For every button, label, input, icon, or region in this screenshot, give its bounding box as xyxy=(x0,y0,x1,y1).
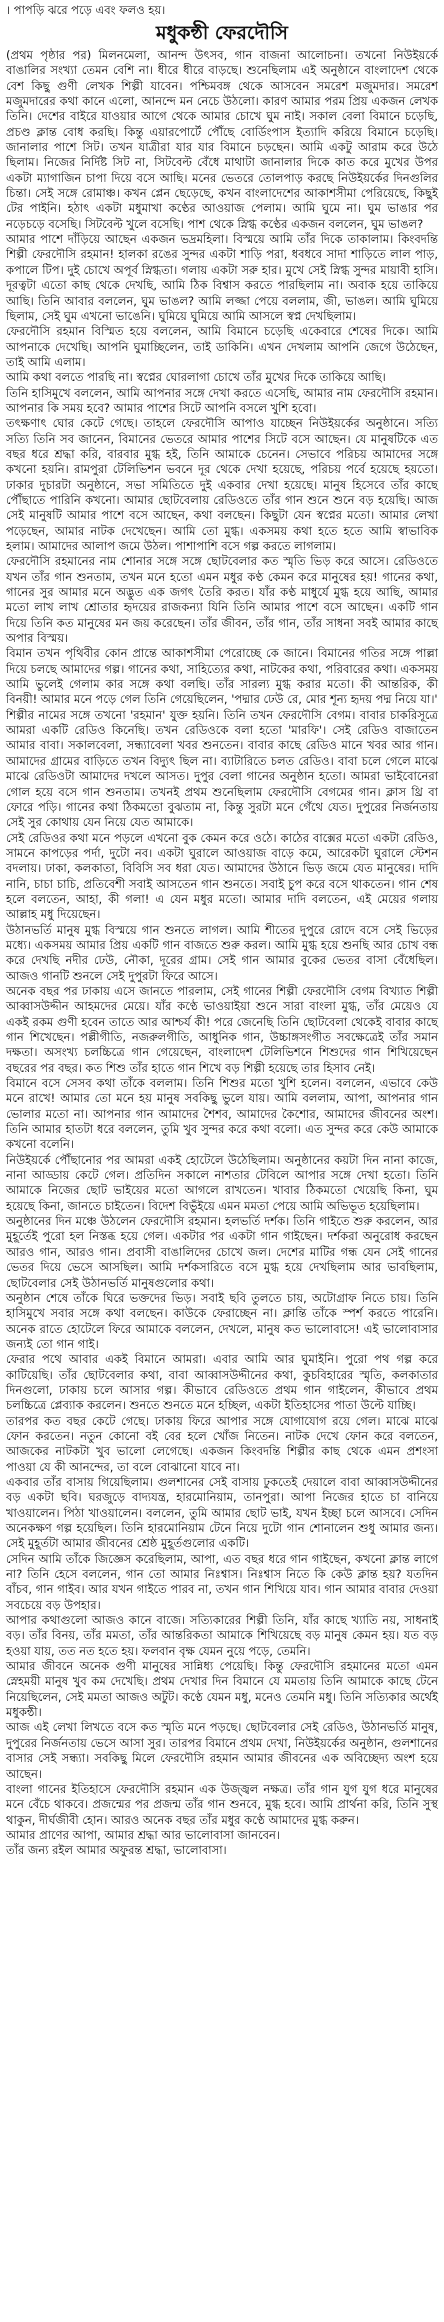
article-paragraph: আজ এই লেখা লিখতে বসে কত স্মৃতি মনে পড়ছে। ছোটবেলার সেই রেডিও, উঠানভর্তি মানুষ, দুপুরের নির্জনতায় ভেসে আসা সুর। তারপর বিমানে প্রথম দেখা, নিউইয়র্কের অনুষ্ঠান, গুলশানের বাসার সেই সন্ধ্যা। সবকিছু মিলে ফেরদৌসি রহমান আমার জীবনের এক অবিচ্ছেদ্য অংশ হয়ে আছেন। xyxy=(6,1720,438,1781)
article-paragraph: তারপর কত বছর কেটে গেছে। ঢাকায় ফিরে আপার সঙ্গে যোগাযোগ রয়ে গেল। মাঝে মাঝে ফোন করতেন। নতুন কোনো বই বের হলে খোঁজ নিতেন। নাটক দেখে ফোন করে বলতেন, আজকের নাটকটা খুব ভালো লেগেছে। একজন কিংবদন্তি শিল্পীর কাছ থেকে এমন প্রশংসা পাওয়া যে কী আনন্দের, তা বলে বোঝানো যাবে না। xyxy=(6,1413,438,1474)
article-paragraph: ফেরদৌসি রহমানের নাম শোনার সঙ্গে সঙ্গে ছোটবেলার কত স্মৃতি ভিড় করে আসে। রেডিওতে যখন তাঁর গান শুনতাম, তখন মনে হতো এমন মধুর কণ্ঠ কেমন করে মানুষের হয়! গানের কথা, গানের সুর আমার মনে অদ্ভুত এক জগৎ তৈরি করত। যাঁর কণ্ঠ মাধুর্যে মুগ্ধ হয়ে আছি, আমার মতো লাখ লাখ শ্রোতার হৃদয়ের রাজকন্যা যিনি তিনি আমার পাশে বসে আছেন। একটি গান দিয়ে তিনি কত মানুষের মন জয় করেছেন। তাঁর জীবন, তাঁর গান, তাঁর সাধনা সবই আমার কাছে অপার বিস্ময়। xyxy=(6,554,438,646)
article-paragraph: আপার কথাগুলো আজও কানে বাজে। সত্যিকারের শিল্পী তিনি, যাঁর কাছে খ্যাতি নয়, সাধনাই বড়। তাঁর বিনয়, তাঁর মমতা, তাঁর আন্তরিকতা আমাকে শিখিয়েছে বড় মানুষ কেমন হয়। যত বড় হওয়া যায়, তত নত হতে হয়। ফলবান বৃক্ষ যেমন নুয়ে পড়ে, তেমনি। xyxy=(6,1613,438,1658)
continued-text-line: । পাপড়ি ঝরে পড়ে এবং ফলও হয়। xyxy=(6,3,166,17)
article-paragraph: বিমানে বসে সেসব কথা তাঁকে বললাম। তিনি শিশুর মতো খুশি হলেন। বললেন, এভাবে কেউ মনে রাখে! আমার তো মনে হয় মানুষ সবকিছু ভুলে যায়। আমি বললাম, আপা, আপনার গান ভোলার মতো না। আপনার গান আমাদের শৈশব, আমাদের কৈশোর, আমাদের জীবনের অংশ। তিনি আমার হাতটা ধরে বললেন, তুমি খুব সুন্দর করে কথা বলো। এত সুন্দর করে কেউ আমাকে কখনো বলেনি। xyxy=(6,1076,438,1152)
article-paragraph: আমার প্রাণের আপা, আমার শ্রদ্ধা আর ভালোবাসা জানবেন। xyxy=(6,1827,280,1842)
article-paragraph: ফেরদৌসি রহমান বিস্মিত হয়ে বললেন, আমি বিমানে চড়েছি একেবারে শেষের দিকে। আমি আপনাকে দেখেছি। আপনি ঘুমাচ্ছিলেন, তাই ডাকিনি। এখন দেখলাম আপনি জেগে উঠেছেন, তাই আমি এলাম। xyxy=(6,324,438,369)
article-paragraph: বিমান তখন পৃথিবীর কোন প্রান্তে আকাশসীমা পেরোচ্ছে কে জানে। বিমানের গতির সঙ্গে পাল্লা দিয়ে চলছে আমাদের গল্প। গানের কথা, সাহিত্যের কথা, নাটকের কথা, পরিবারের কথা। একসময় আমি ভুলেই গেলাম কার সঙ্গে কথা বলছি। তাঁর সারল্য মুগ্ধ করার মতো। কী আন্তরিক, কী বিনয়ী! আমার মনে পড়ে গেল তিনি গেয়েছিলেন, 'পদ্মার ঢেউ রে, মোর শূন্য হৃদয় পদ্ম নিয়ে যা।' xyxy=(6,646,438,707)
article-paragraph: একবার তাঁর বাসায় গিয়েছিলাম। গুলশানের সেই বাসায় ঢুকতেই দেয়ালে বাবা আব্বাসউদ্দীনের বড় একটা ছবি। ঘরজুড়ে বাদ্যযন্ত্র, হারমোনিয়াম, তানপুরা। আপা নিজের হাতে চা বানিয়ে খাওয়ালেন। পিঠা খাওয়ালেন। বললেন, তুমি আমার ছোট ভাই, যখন ইচ্ছা চলে আসবে। সেদিন অনেকক্ষণ গল্প হয়েছিল। তিনি হারমোনিয়াম টেনে নিয়ে দুটো গান শোনালেন শুধু আমার জন্য। সেই মুহূর্তটা আমার জীবনের শ্রেষ্ঠ মুহূর্তগুলোর একটি। xyxy=(6,1474,438,1551)
article-paragraph: অনেক বছর পর ঢাকায় এসে জানতে পারলাম, সেই গানের শিল্পী ফেরদৌসি বেগম বিখ্যাত শিল্পী আব্বাসউদ্দীন আহমদের মেয়ে। যাঁর কণ্ঠে ভাওয়াইয়া শুনে সারা বাংলা মুগ্ধ, তাঁর মেয়েও যে একই রকম গুণী হবেন তাতে আর আশ্চর্য কী! পরে জেনেছি তিনি ছোটবেলা থেকেই বাবার কাছে গান শিখেছেন। পল্লীগীতি, নজরুলগীতি, আধুনিক গান, উচ্চাঙ্গসংগীত সবক্ষেত্রেই তাঁর সমান দক্ষতা। অসংখ্য চলচ্চিত্রে গান গেয়েছেন, বাংলাদেশ টেলিভিশনে শিশুদের গান শিখিয়েছেন বছরের পর বছর। কত শিশু তাঁর হাতে গান শিখে বড় শিল্পী হয়েছে তার হিসাব নেই। xyxy=(6,983,438,1075)
article-paragraph: তিনি হাসিমুখে বললেন, আমি আপনার সঙ্গে দেখা করতে এসেছি, আমার নাম ফেরদৌসি রহমান। আপনার কি সময় হবে? আমার পাশের সিটে আপনি বসলে খুশি হবো। xyxy=(6,385,438,415)
article-paragraph: শিল্পীর নামের সঙ্গে তখনো 'রহমান' যুক্ত হয়নি। তিনি তখন ফেরদৌসি বেগম। বাবার চাকরিসূত্রে আমরা একটি রেডিও কিনেছি। তখন রেডিওকে বলা হতো 'মারফি'। সেই রেডিও বাজাতেন আমার বাবা। সকালবেলা, সন্ধ্যাবেলা খবর শুনতেন। বাবার কাছে রেডিও মানে খবর আর গান। আমাদের গ্রামের বাড়িতে তখন বিদ্যুৎ ছিল না। ব্যাটারিতে চলত রেডিও। বাবা চলে গেলে মাঝে মাঝে রেডিওটা আমাদের দখলে আসত। দুপুর বেলা গানের অনুষ্ঠান হতো। আমরা ভাইবোনেরা গোল হয়ে বসে গান শুনতাম। তখনই প্রথম শুনেছিলাম ফেরদৌসি বেগমের গান। ক্লাস থ্রি বা ফোরে পড়ি। গানের কথা ঠিকমতো বুঝতাম না, কিন্তু সুরটা মনে গেঁথে যেত। দুপুরের নির্জনতায় সেই সুর কোথায় যেন নিয়ে যেত আমাকে। xyxy=(6,707,438,830)
article-paragraph: (প্রথম পৃষ্ঠার পর) মিলনমেলা, আনন্দ উৎসব, গান বাজনা আলোচনা। তখনো নিউইয়র্কে বাঙালির সংখ্যা তেমন বেশি না। ধীরে ধীরে বাড়ছে। শুনেছিলাম এই অনুষ্ঠানে বাংলাদেশ থেকে বেশ কিছু গুণী লেখক শিল্পী যাবেন। পশ্চিমবঙ্গ থেকে আসবেন সমরেশ মজুমদার। সমরেশ মজুমদারের কথা কানে এলো, আনন্দে মন নেচে উঠলো। কারণ আমার পরম প্রিয় একজন লেখক তিনি। দেশের বাইরে যাওয়ার আগে থেকে আমার চোখে ঘুম নাই। সকাল বেলা বিমানে চড়েছি, প্রচণ্ড ক্লান্ত বোধ করছি। কিন্তু এয়ারপোর্টে পৌঁছে বোর্ডিংপাস ইত্যাদি করিয়ে বিমানে চড়েছি। জানালার পাশে সিট। তখন যাত্রীরা যার যার বিমানে চড়ছেন। আমি একটু আরাম করে উঠে ছিলাম। নিজের নির্দিষ্ট সিট না, সিটবেল্ট বেঁধে মাথাটা জানালার দিকে কাত করে মুখের উপর একটা ম্যাগাজিন চাপা দিয়ে বসে আছি। মনের ভেতরে তোলপাড় করছে নিউইয়র্কের দিনগুলির চিন্তা। সেই সঙ্গে রোমাঞ্চ। কখন প্লেন ছেড়েছে, কখন বাংলাদেশের আকাশসীমা পেরিয়েছে, কিছুই টের পাইনি। হঠাৎ একটা মধুমাখা কণ্ঠের আওয়াজ পেলাম। আমি ঘুমে না। ঘুম ভাঙার পর নড়েচড়ে বসেছি। সিটবেল্ট খুলে বসেছি। পাশ থেকে স্নিগ্ধ কণ্ঠের একজন বললেন, ঘুম ভাঙল? xyxy=(6,48,438,231)
article-paragraph: আমি কথা বলতে পারছি না। স্বপ্নের ঘোরলাগা চোখে তাঁর মুখের দিকে তাকিয়ে আছি। xyxy=(6,370,386,385)
article-body xyxy=(0,48,444,1859)
article-paragraph: আমার জীবনে অনেক গুণী মানুষের সান্নিধ্য পেয়েছি। কিন্তু ফেরদৌসি রহমানের মতো এমন স্নেহময়ী মানুষ খুব কম দেখেছি। প্রথম দেখার দিন বিমানে যে মমতায় তিনি আমাকে কাছে টেনে নিয়েছিলেন, সেই মমতা আজও অটুট। কণ্ঠে যেমন মধু, মনেও তেমনি মধু। তিনি সত্যিকার অর্থেই মধুকন্ঠী। xyxy=(6,1659,438,1720)
article-paragraph: ফেরার পথে আবার একই বিমানে আমরা। এবার আমি আর ঘুমাইনি। পুরো পথ গল্প করে কাটিয়েছি। তাঁর ছোটবেলার কথা, বাবা আব্বাসউদ্দীনের কথা, কুচবিহারের স্মৃতি, কলকাতার দিনগুলো, ঢাকায় চলে আসার গল্প। কীভাবে রেডিওতে প্রথম গান গাইলেন, কীভাবে প্রথম চলচ্চিত্রে প্লেব্যাক করলেন। শুনতে শুনতে মনে হচ্ছিল, একটা ইতিহাসের পাতা উল্টে যাচ্ছি। xyxy=(6,1352,438,1413)
article-paragraph: উঠানভর্তি মানুষ মুগ্ধ বিস্ময়ে গান শুনতে লাগল। আমি শীতের দুপুরে রোদে বসে সেই ভিড়ের মধ্যে। একসময় আমার প্রিয় একটি গান বাজতে শুরু করল। আমি মুগ্ধ হয়ে শুনছি আর চোখ বন্ধ করে দেখছি নদীর ঢেউ, নৌকা, দূরের গ্রাম। সেই গান আমার বুকের ভেতর বাসা বেঁধেছিল। আজও গানটি শুনলে সেই দুপুরটা ফিরে আসে। xyxy=(6,922,438,983)
article-paragraph: অনুষ্ঠান শেষে তাঁকে ঘিরে ভক্তদের ভিড়। সবাই ছবি তুলতে চায়, অটোগ্রাফ নিতে চায়। তিনি হাসিমুখে সবার সঙ্গে কথা বলছেন। কাউকে ফেরাচ্ছেন না। ক্লান্তি তাঁকে স্পর্শ করতে পারেনি। অনেক রাতে হোটেলে ফিরে আমাকে বললেন, দেখলে, মানুষ কত ভালোবাসে! এই ভালোবাসার জন্যই তো গান গাই। xyxy=(6,1290,438,1351)
article-paragraph: নিউইয়র্কে পৌঁছানোর পর আমরা একই হোটেলে উঠেছিলাম। অনুষ্ঠানের কয়টা দিন নানা কাজে, নানা আড্ডায় কেটে গেল। প্রতিদিন সকালে নাশতার টেবিলে আপার সঙ্গে দেখা হতো। তিনি আমাকে নিজের ছোট ভাইয়ের মতো আগলে রাখতেন। খাবার ঠিকমতো খেয়েছি কিনা, ঘুম হয়েছে কিনা, জানতে চাইতেন। বিদেশ বিভুঁইয়ে এমন মমতা পেয়ে আমি অভিভূত হয়েছিলাম। xyxy=(6,1152,438,1213)
article-paragraph: বাংলা গানের ইতিহাসে ফেরদৌসি রহমান এক উজ্জ্বল নক্ষত্র। তাঁর গান যুগ যুগ ধরে মানুষের মনে বেঁচে থাকবে। প্রজন্মের পর প্রজন্ম তাঁর গান শুনবে, মুগ্ধ হবে। আমি প্রার্থনা করি, তিনি সুস্থ থাকুন, দীর্ঘজীবী হোন। আরও অনেক বছর তাঁর মধুর কণ্ঠে আমাদের মুগ্ধ করুন। xyxy=(6,1781,438,1827)
article-paragraph: তৎক্ষণাৎ ঘোর কেটে গেছে। তাহলে ফেরদৌসি আপাও যাচ্ছেন নিউইয়র্কের অনুষ্ঠানে। সত্যি সত্যি তিনি সব জানেন, বিমানের ভেতরে আমার পাশের সিটে বসে আছেন। যে মানুষটিকে এত বছর ধরে শ্রদ্ধা করি, বারবার মুগ্ধ হই, তিনি আমাকে চেনেন। সেভাবে পরিচয় আমাদের সঙ্গে কখনো হয়নি। রামপুরা টেলিভিশন ভবনে দূর থেকে দেখা হয়েছে, পরিচয় পর্বে হয়েছে হয়তো। ঢাকার দুচারটা অনুষ্ঠানে, সভা সমিতিতে দুই একবার দেখা হয়েছে। মানুষ হিসেবে তাঁর কাছে পৌঁছাতে পারিনি কখনো। আমার ছোটবেলায় রেডিওতে তাঁর গান শুনে শুনে বড় হয়েছি। আজ সেই মানুষটি আমার পাশে বসে আছেন, কথা বলছেন। কিছুটা যেন স্বপ্নের মতো। আমার লেখা পড়েছেন, আমার নাটক দেখেছেন। আমি তো মুগ্ধ। একসময় কথা হতে হতে আমি স্বাভাবিক হলাম। আমাদের আলাপ জমে উঠল। পাশাপাশি বসে গল্প করতে লাগলাম। xyxy=(6,416,438,553)
article-paragraph: সেই রেডিওর কথা মনে পড়লে এখনো বুক কেমন করে ওঠে। কাঠের বাক্সের মতো একটা রেডিও, সামনে কাপড়ের পর্দা, দুটো নব। একটা ঘুরালে আওয়াজ বাড়ে কমে, আরেকটা ঘুরালে স্টেশন বদলায়। ঢাকা, কলকাতা, বিবিসি সব ধরা যেত। আমাদের উঠানে ভিড় জমে যেত মানুষের। দাদি নানি, চাচা চাচি, প্রতিবেশী সবাই আসতেন গান শুনতে। সবাই চুপ করে বসে থাকতেন। গান শেষ হলে বলতেন, আহা, কী গলা! এ যেন মধুর মতো। আমার দাদি বলতেন, এই মেয়ের গলায় আল্লাহ মধু দিয়েছেন। xyxy=(6,830,438,922)
article-paragraph: অনুষ্ঠানের দিন মঞ্চে উঠলেন ফেরদৌসি রহমান। হলভর্তি দর্শক। তিনি গাইতে শুরু করলেন, আর মুহূর্তেই পুরো হল নিস্তব্ধ হয়ে গেল। একটার পর একটা গান গাইছেন। দর্শকরা অনুরোধ করছেন আরও গান, আরও গান। প্রবাসী বাঙালিদের চোখে জল। দেশের মাটির গন্ধ যেন সেই গানের ভেতর দিয়ে ভেসে আসছিল। আমি দর্শকসারিতে বসে মুগ্ধ হয়ে দেখছিলাম আর ভাবছিলাম, ছোটবেলার সেই উঠানভর্তি মানুষগুলোর কথা। xyxy=(6,1214,438,1290)
article-paragraph: সেদিন আমি তাঁকে জিজ্ঞেস করেছিলাম, আপা, এত বছর ধরে গান গাইছেন, কখনো ক্লান্ত লাগে না? তিনি হেসে বললেন, গান তো আমার নিঃশ্বাস। নিঃশ্বাস নিতে কি কেউ ক্লান্ত হয়? যতদিন বাঁচব, গান গাইব। আর যখন গাইতে পারব না, তখন গান শিখিয়ে যাব। গান আমার বাবার দেওয়া সবচেয়ে বড় উপহার। xyxy=(6,1551,438,1612)
article-paragraph: আমার পাশে দাঁড়িয়ে আছেন একজন ভদ্রমহিলা। বিস্ময়ে আমি তাঁর দিকে তাকালাম। কিংবদন্তি শিল্পী ফেরদৌসি রহমান! হালকা রঙের সুন্দর একটা শাড়ি পরা, ধবধবে সাদা শাড়িতে লাল পাড়, কপালে টিপ। দুই চোখে অপূর্ব স্নিগ্ধতা। গলায় একটা সরু হার। মুখে সেই স্নিগ্ধ সুন্দর মায়াবী হাসি। দূরত্বটা এতো কাছ থেকে দেখছি, আমি ঠিক বিশ্বাস করতে পারছিলাম না। অবাক হয়ে তাকিয়ে আছি। তিনি আবার বললেন, ঘুম ভাঙল? আমি লজ্জা পেয়ে বললাম, জী, ভাঙল। আমি ঘুমিয়ে ছিলাম, সেই ঘুম এখনো ভাঙেনি। ঘুমিয়ে ঘুমিয়ে আমি আসলে স্বপ্ন দেখছিলাম। xyxy=(6,232,438,323)
article-paragraph: তাঁর জন্য রইল আমার অফুরন্ত শ্রদ্ধা, ভালোবাসা। xyxy=(6,1843,227,1858)
article-headline: মধুকন্ঠী ফেরদৌসি xyxy=(156,22,288,44)
